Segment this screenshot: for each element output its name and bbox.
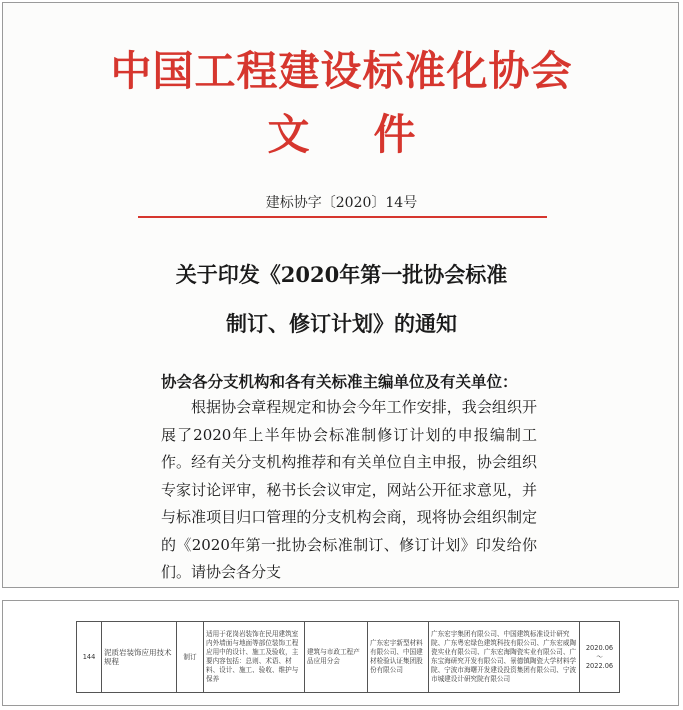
notice-title-line-2: 制订、修订计划》的通知 xyxy=(226,311,457,336)
cell-committee: 建筑与市政工程产品应用分会 xyxy=(305,622,368,693)
document-page xyxy=(2,2,679,588)
table-row xyxy=(77,622,620,693)
cell-standard-name: 泥质岩装饰应用技术规程 xyxy=(102,622,177,693)
plan-table xyxy=(76,621,620,693)
cell-scope: 适用于花岗岩装饰在民用建筑室内外墙面与地面等部位装饰工程应用中的设计、施工及验收，主要内容包括：总则、术语、材料、设计、施工、验收、维护与保养 xyxy=(204,622,305,693)
red-divider-line xyxy=(138,216,547,218)
org-name-header: 中国工程建设标准化协会 xyxy=(110,47,573,95)
cell-period xyxy=(580,622,620,693)
salutation: 协会各分支机构和各有关标准主编单位及有关单位： xyxy=(161,372,518,391)
plan-table-excerpt xyxy=(2,600,679,706)
file-label: 文件 xyxy=(267,110,480,159)
notice-title-line-1: 关于印发《2020年第一批协会标准 xyxy=(175,262,508,287)
period-start: 2020.06 xyxy=(585,643,614,652)
cell-type: 制订 xyxy=(177,622,204,693)
period-separator: ～ xyxy=(596,652,603,661)
body-paragraph: 根据协会章程规定和协会今年工作安排，我会组织开展了2020年上半年协会标准制修订计划的申报编制工作。经有关分支机构推荐和有关单位自主申报，协会组织专家讨论评审，秘书长会议审定，网站公开征求意见，并与标准项目归口管理的分支机构会商，现将协会组织制定的《2020年第一批协会标准制订、修订计划》印发给你们。请协会各分支 xyxy=(161,398,537,581)
document-number: 建标协字〔2020〕14号 xyxy=(265,195,418,211)
period-end: 2022.06 xyxy=(585,661,614,670)
cell-participants: 广东宏宇集团有限公司、中国建筑标准设计研究院、广东粤宏绿色建筑科技有限公司、广东宏威陶瓷实业有限公司、广东宏海陶瓷实业有限公司、广东宝海研究开发有限公司、景德镇陶瓷大学材料学院、宁波市海曙开发建设投资集团有限公司、宁波市城建设计研究院有限公司 xyxy=(429,622,580,693)
cell-number: 144 xyxy=(77,622,102,693)
cell-chief-units: 广东宏宇新型材料有限公司、中国建材检验认证集团股份有限公司 xyxy=(368,622,429,693)
